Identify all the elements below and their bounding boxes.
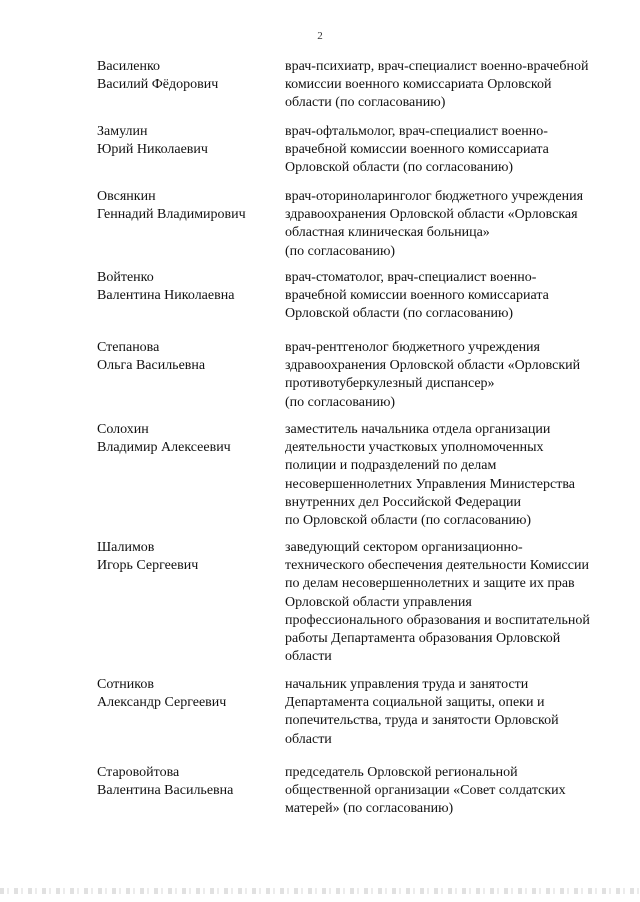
role-line: Орловской области (по согласованию) xyxy=(285,160,514,176)
role-line: Орловской области (по согласованию) xyxy=(285,306,514,322)
surname: Степанова xyxy=(97,340,160,355)
role-line: врач-рентгенолог бюджетного учреждения xyxy=(285,340,540,355)
member-role xyxy=(285,188,615,261)
member-role xyxy=(285,269,615,324)
surname: Замулин xyxy=(97,124,148,139)
surname: Войтенко xyxy=(97,270,154,285)
page-number: 2 xyxy=(317,30,323,42)
role-line: комиссии военного комиссариата Орловской xyxy=(285,77,552,93)
member-role xyxy=(285,339,615,412)
role-line: заведующий сектором организационно- xyxy=(285,540,523,555)
role-line: начальник управления труда и занятости xyxy=(285,677,529,692)
member-name xyxy=(97,339,277,374)
role-line: внутренних дел Российской Федерации xyxy=(285,494,522,510)
role-line: технического обеспечения деятельности Комиссии xyxy=(285,558,589,574)
surname: Овсянкин xyxy=(97,189,156,204)
given-names: Юрий Николаевич xyxy=(97,141,208,157)
given-names: Василий Фёдорович xyxy=(97,76,219,92)
role-line: области xyxy=(285,649,332,665)
role-line: по делам несовершеннолетних и защите их прав xyxy=(285,576,575,592)
role-line: врачебной комиссии военного комиссариата xyxy=(285,142,549,158)
role-line: Орловской области управления xyxy=(285,594,472,610)
role-line: здравоохранения Орловской области «Орловский xyxy=(285,358,581,374)
member-name xyxy=(97,764,277,799)
role-line: Департамента социальной защиты, опеки и xyxy=(285,695,545,711)
role-line: профессионального образования и воспитательной xyxy=(285,612,590,628)
role-line: председатель Орловской региональной xyxy=(285,765,518,780)
surname: Старовойтова xyxy=(97,765,180,780)
member-role xyxy=(285,676,615,749)
member-name xyxy=(97,188,277,223)
member-name xyxy=(97,269,277,304)
role-line: врач-стоматолог, врач-специалист военно- xyxy=(285,270,537,285)
member-role xyxy=(285,58,615,113)
given-names: Владимир Алексеевич xyxy=(97,439,231,455)
role-line: по Орловской области (по согласованию) xyxy=(285,513,532,529)
role-line: врач-оториноларинголог бюджетного учреждения xyxy=(285,189,584,204)
role-line: врач-психиатр, врач-специалист военно-врачебной xyxy=(285,59,589,74)
surname: Солохин xyxy=(97,422,149,437)
role-line: (по согласованию) xyxy=(285,394,396,410)
member-name xyxy=(97,58,277,93)
role-line: попечительства, труда и занятости Орловской xyxy=(285,713,559,729)
member-name xyxy=(97,539,277,574)
role-line: области (по согласованию) xyxy=(285,95,446,111)
role-line: заместитель начальника отдела организации xyxy=(285,422,551,437)
given-names: Валентина Васильевна xyxy=(97,782,234,798)
member-role xyxy=(285,539,615,666)
member-role xyxy=(285,421,615,530)
member-name xyxy=(97,676,277,711)
member-role xyxy=(285,123,615,178)
role-line: областная клиническая больница» xyxy=(285,225,490,241)
role-line: врачебной комиссии военного комиссариата xyxy=(285,288,549,304)
surname: Сотников xyxy=(97,677,154,692)
given-names: Игорь Сергеевич xyxy=(97,557,199,573)
role-line: врач-офтальмолог, врач-специалист военно- xyxy=(285,124,548,139)
given-names: Ольга Васильевна xyxy=(97,357,206,373)
role-line: области xyxy=(285,731,332,747)
role-line: матерей» (по согласованию) xyxy=(285,801,454,817)
role-line: работы Департамента образования Орловской xyxy=(285,631,561,647)
scan-noise-strip xyxy=(0,888,640,894)
role-line: общественной организации «Совет солдатских xyxy=(285,783,566,799)
role-line: несовершеннолетних Управления Министерства xyxy=(285,476,575,492)
role-line: (по согласованию) xyxy=(285,243,396,259)
role-line: противотуберкулезный диспансер» xyxy=(285,376,495,392)
surname: Шалимов xyxy=(97,540,155,555)
member-name xyxy=(97,123,277,158)
surname: Василенко xyxy=(97,59,161,74)
role-line: здравоохранения Орловской области «Орловская xyxy=(285,207,578,223)
member-name xyxy=(97,421,277,456)
given-names: Геннадий Владимирович xyxy=(97,206,246,222)
member-role xyxy=(285,764,615,819)
role-line: деятельности участковых уполномоченных xyxy=(285,440,544,456)
role-line: полиции и подразделений по делам xyxy=(285,458,497,474)
given-names: Александр Сергеевич xyxy=(97,694,227,710)
given-names: Валентина Николаевна xyxy=(97,287,235,303)
